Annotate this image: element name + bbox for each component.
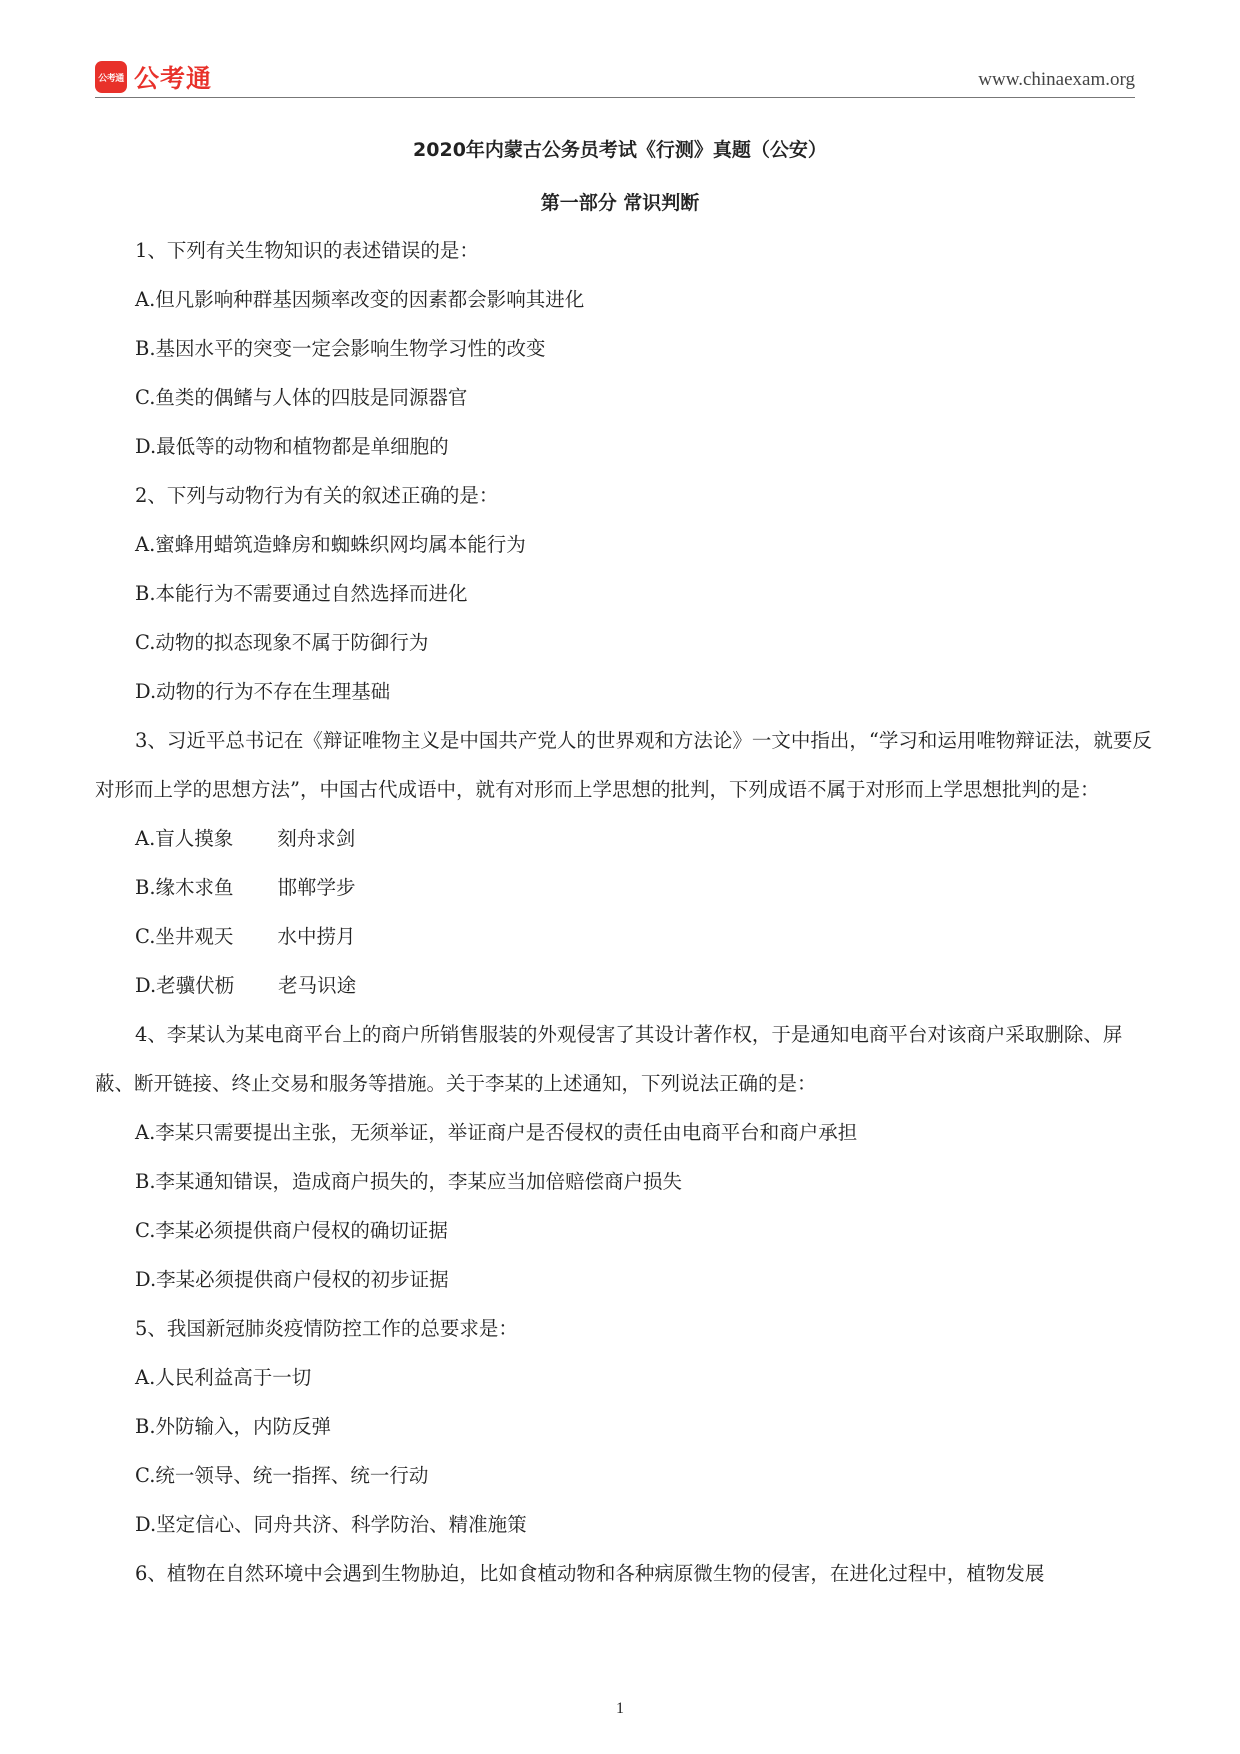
option-c-second: 水中捞月 <box>277 925 356 948</box>
question-4-option-b: B.李某通知错误，造成商户损失的，李某应当加倍赔偿商户损失 <box>135 1170 683 1193</box>
question-1-option-d: D.最低等的动物和植物都是单细胞的 <box>135 435 449 458</box>
question-5-option-b: B.外防输入，内防反弹 <box>135 1415 332 1438</box>
question-3-option-d <box>95 961 1155 1010</box>
question-2-option-c: C.动物的拟态现象不属于防御行为 <box>135 631 429 654</box>
question-3-option-a <box>95 814 1155 863</box>
question-2-stem: 2、下列与动物行为有关的叙述正确的是： <box>135 484 499 507</box>
page-number: 1 <box>616 1700 624 1717</box>
question-1-option-a: A.但凡影响种群基因频率改变的因素都会影响其进化 <box>135 288 585 311</box>
question-6-stem: 6、植物在自然环境中会遇到生物胁迫，比如食植动物和各种病原微生物的侵害，在进化过程中，植物发展 <box>135 1562 1045 1585</box>
document-body <box>95 226 1155 1598</box>
question-2-option-a: A.蜜蜂用蜡筑造蜂房和蜘蛛织网均属本能行为 <box>135 533 526 556</box>
question-2-option-d: D.动物的行为不存在生理基础 <box>135 680 391 703</box>
section-title: 第一部分 常识判断 <box>540 192 700 214</box>
question-5-option-a: A.人民利益高于一切 <box>135 1366 312 1389</box>
site-url: www.chinaexam.org <box>978 69 1135 90</box>
option-a-first: A.盲人摸象 <box>135 827 234 850</box>
question-4-option-c: C.李某必须提供商户侵权的确切证据 <box>135 1219 448 1242</box>
document-title: 2020年内蒙古公务员考试《行测》真题（公安） <box>413 139 827 161</box>
question-1-option-b: B.基因水平的突变一定会影响生物学习性的改变 <box>135 337 546 360</box>
option-a-second: 刻舟求剑 <box>277 827 356 850</box>
question-3-option-c <box>95 912 1155 961</box>
question-3-stem: 3、习近平总书记在《辩证唯物主义是中国共产党人的世界观和方法论》一文中指出，“学习和运用唯物辩证法，就要反对形而上学的思想方法”，中国古代成语中，就有对形而上学思想的批判，下列成语不属于对形而上学思想批判的是： <box>95 729 1152 801</box>
option-c-first: C.坐井观天 <box>135 925 234 948</box>
option-b-first: B.缘木求鱼 <box>135 876 234 899</box>
logo-text: 公考通 <box>134 64 213 93</box>
question-2-option-b: B.本能行为不需要通过自然选择而进化 <box>135 582 468 605</box>
question-3-option-b <box>95 863 1155 912</box>
option-d-first: D.老骥伏枥 <box>135 974 235 997</box>
question-4-stem: 4、李某认为某电商平台上的商户所销售服装的外观侵害了其设计著作权，于是通知电商平台对该商户采取删除、屏蔽、断开链接、终止交易和服务等措施。关于李某的上述通知，下列说法正确的是： <box>95 1023 1123 1095</box>
question-5-option-d: D.坚定信心、同舟共济、科学防治、精准施策 <box>135 1513 527 1536</box>
page-header <box>95 55 1135 98</box>
option-d-second: 老马识途 <box>278 974 357 997</box>
question-1-option-c: C.鱼类的偶鳍与人体的四肢是同源器官 <box>135 386 468 409</box>
logo <box>95 59 212 95</box>
question-5-option-c: C.统一领导、统一指挥、统一行动 <box>135 1464 429 1487</box>
question-1-stem: 1、下列有关生物知识的表述错误的是： <box>135 239 479 262</box>
question-5-stem: 5、我国新冠肺炎疫情防控工作的总要求是： <box>135 1317 518 1340</box>
option-b-second: 邯郸学步 <box>277 876 356 899</box>
logo-icon: 公考通 <box>95 61 127 93</box>
question-4-option-a: A.李某只需要提出主张，无须举证，举证商户是否侵权的责任由电商平台和商户承担 <box>135 1121 858 1144</box>
question-4-option-d: D.李某必须提供商户侵权的初步证据 <box>135 1268 449 1291</box>
